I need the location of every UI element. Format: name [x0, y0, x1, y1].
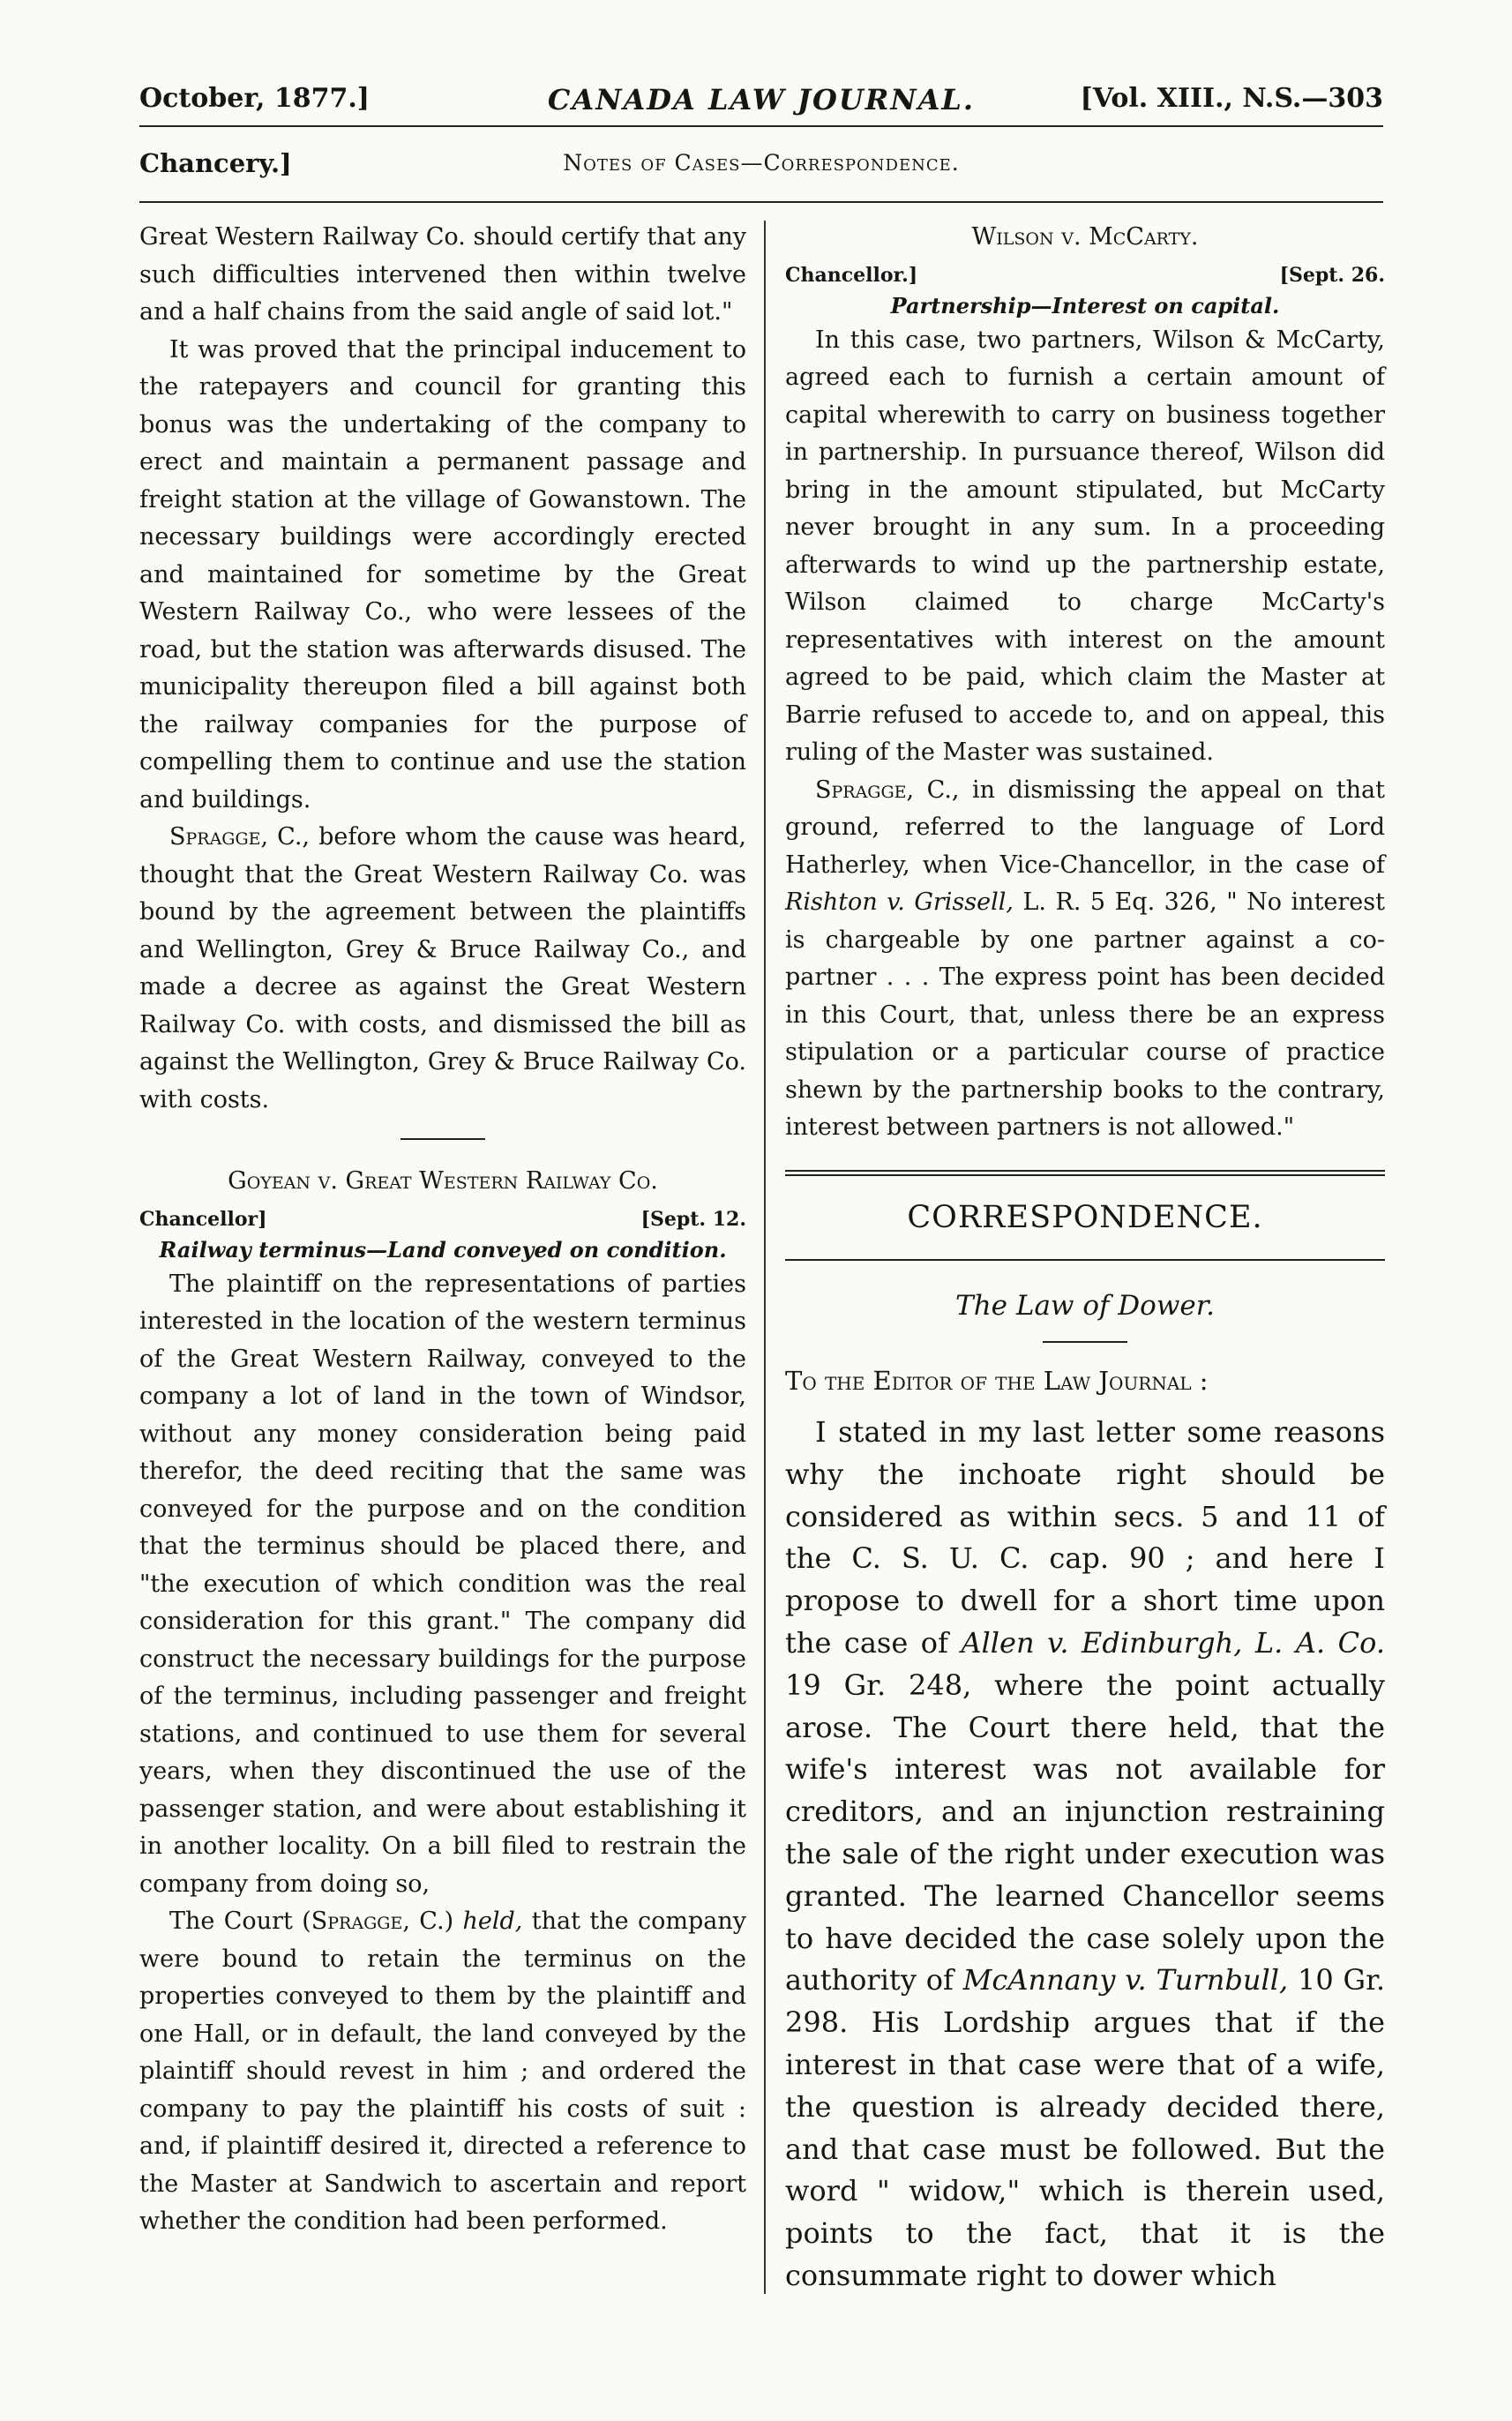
journal-title: CANADA LAW JOURNAL.	[547, 83, 976, 116]
case-meta	[785, 260, 1385, 290]
volume-page: [Vol. XIII., N.S.—303	[1080, 83, 1383, 114]
salutation: To the Editor of the Law Journal :	[785, 1365, 1209, 1396]
paragraph: Spragge, C., in dismissing the appeal on that ground, referred to the language of Lord Hatherley, when Vice-Chancellor, in the case of Rishton v. Grissell, L. R. 5 Eq. 326, " No interest is chargeable by one partner against a co-partner . . . The express point has been decided in this Court, that, unless there be an express stipulation or a particular course of practice shewn by the partnership books to the contrary, interest between partners is not allowed."	[785, 776, 1385, 1141]
case-court: Chancellor.]	[785, 263, 918, 287]
case-citation: Rishton v. Grissell,	[785, 888, 1014, 916]
case-topic: Partnership—Interest on capital.	[890, 292, 1280, 319]
judge-name: Spragge, C.	[311, 1908, 445, 1935]
case-court: Chancellor]	[139, 1207, 267, 1231]
letter-body: I stated in my last letter some reasons why the inchoate right should be considered as within secs. 5 and 11 of the C. S. U. C. cap. 90 ; and here I propose to dwell for a short time upon the case of Allen v. Edinburgh, L. A. Co. 19 Gr. 248, where the point actually arose. The Court there held, that the wife's interest was not available for creditors, and an injunction restraining the sale of the right under execution was granted. The learned Chancellor seems to have decided the case solely upon the authority of McAnnany v. Turnbull, 10 Gr. 298. His Lordship argues that if the interest in that case were that of a wife, the question is already decided there, and that case must be followed. But the word " widow," which is therein used, points to the fact, that it is the consummate right to dower which	[785, 1415, 1386, 2292]
paragraph: The Court (Spragge, C.) held, that the company were bound to retain the terminus on the properties conveyed to them by the plaintiff and one Hall, or in default, the land conveyed by the plaintiff should revest in him ; and ordered the company to pay the plaintiff his costs of suit : and, if plaintiff desired it, directed a reference to the Master at Sandwich to ascertain and report whether the condition had been performed.	[139, 1908, 746, 2235]
section-rule	[785, 1259, 1385, 1261]
subheader-rule	[139, 201, 1383, 203]
case-date: [Sept. 26.	[1279, 263, 1385, 287]
judge-name: Spragge, C.,	[815, 776, 960, 804]
paragraph: The plaintiff on the representations of parties interested in the location of the western terminus of the Great Western Railway, conveyed to the company a lot of land in the town of Windsor, without any money consideration being paid therefor, the deed reciting that the same was conveyed for the purpose and on the condition that the terminus should be placed there, and "the execution of which condition was the real consideration for this grant." The company did construct the necessary buildings for the purpose of the terminus, including passenger and freight stations, and continued to use them for several years, when they discontinued the use of the passenger station, and were about establishing it in another locality. On a bill filed to restrain the company from doing so,	[139, 1270, 746, 1898]
header-rule	[139, 125, 1383, 127]
case-topic: Railway terminus—Land conveyed on condition.	[159, 1236, 727, 1263]
case-separator	[400, 1138, 485, 1140]
court-label: Chancery.]	[139, 148, 292, 178]
running-header	[139, 83, 1383, 122]
right-column	[785, 219, 1385, 2297]
paragraph: Great Western Railway Co. should certify that any such difficulties intervened then within twelve and a half chains from the said angle of said lot."	[139, 223, 746, 326]
left-column	[139, 219, 746, 2241]
case-meta	[139, 1204, 746, 1234]
title-rule	[1043, 1341, 1127, 1343]
paragraph: It was proved that the principal inducement to the ratepayers and council for granting this bonus was the undertaking of the company to erect and maintain a permanent passage and freight station at the village of Gowanstown. The necessary buildings were accordingly erected and maintained for sometime by the Great Western Railway Co., who were lessees of the road, but the station was afterwards disused. The municipality thereupon filed a bill against both the railway companies for the purpose of compelling them to continue and use the station and buildings.	[139, 335, 746, 813]
column-divider	[764, 221, 766, 2294]
case-citation: McAnnany v. Turnbull,	[962, 1963, 1289, 1998]
case-title: Goyean v. Great Western Railway Co.	[228, 1167, 658, 1195]
section-heading: CORRESPONDENCE.	[907, 1199, 1263, 1235]
case-citation: Allen v. Edinburgh, L. A. Co.	[961, 1625, 1386, 1660]
section-header	[139, 148, 1383, 184]
section-label: Notes of Cases—Correspondence.	[563, 150, 960, 176]
case-date: [Sept. 12.	[640, 1207, 746, 1231]
letter-title: The Law of Dower.	[955, 1290, 1215, 1322]
case-title: Wilson v. McCarty.	[971, 223, 1199, 251]
section-separator	[785, 1170, 1385, 1176]
paragraph: Spragge, C., before whom the cause was heard, thought that the Great Western Railway Co. was bound by the agreement between the plaintiffs and Wellington, Grey & Bruce Railway Co., and made a decree as against the Great Western Railway Co. with costs, and dismissed the bill as against the Wellington, Grey & Bruce Railway Co. with costs.	[139, 823, 747, 1113]
header-date: October, 1877.]	[139, 83, 370, 114]
judge-name: Spragge, C.,	[169, 823, 311, 851]
paragraph: In this case, two partners, Wilson & McCarty, agreed each to furnish a certain amount of capital wherewith to carry on business together in partnership. In pursuance thereof, Wilson did bring in the amount stipulated, but McCarty never brought in any sum. In a proceeding afterwards to wind up the partnership estate, Wilson claimed to charge McCarty's representatives with interest on the amount agreed to be paid, which claim the Master at Barrie refused to accede to, and on appeal, this ruling of the Master was sustained.	[785, 326, 1385, 766]
